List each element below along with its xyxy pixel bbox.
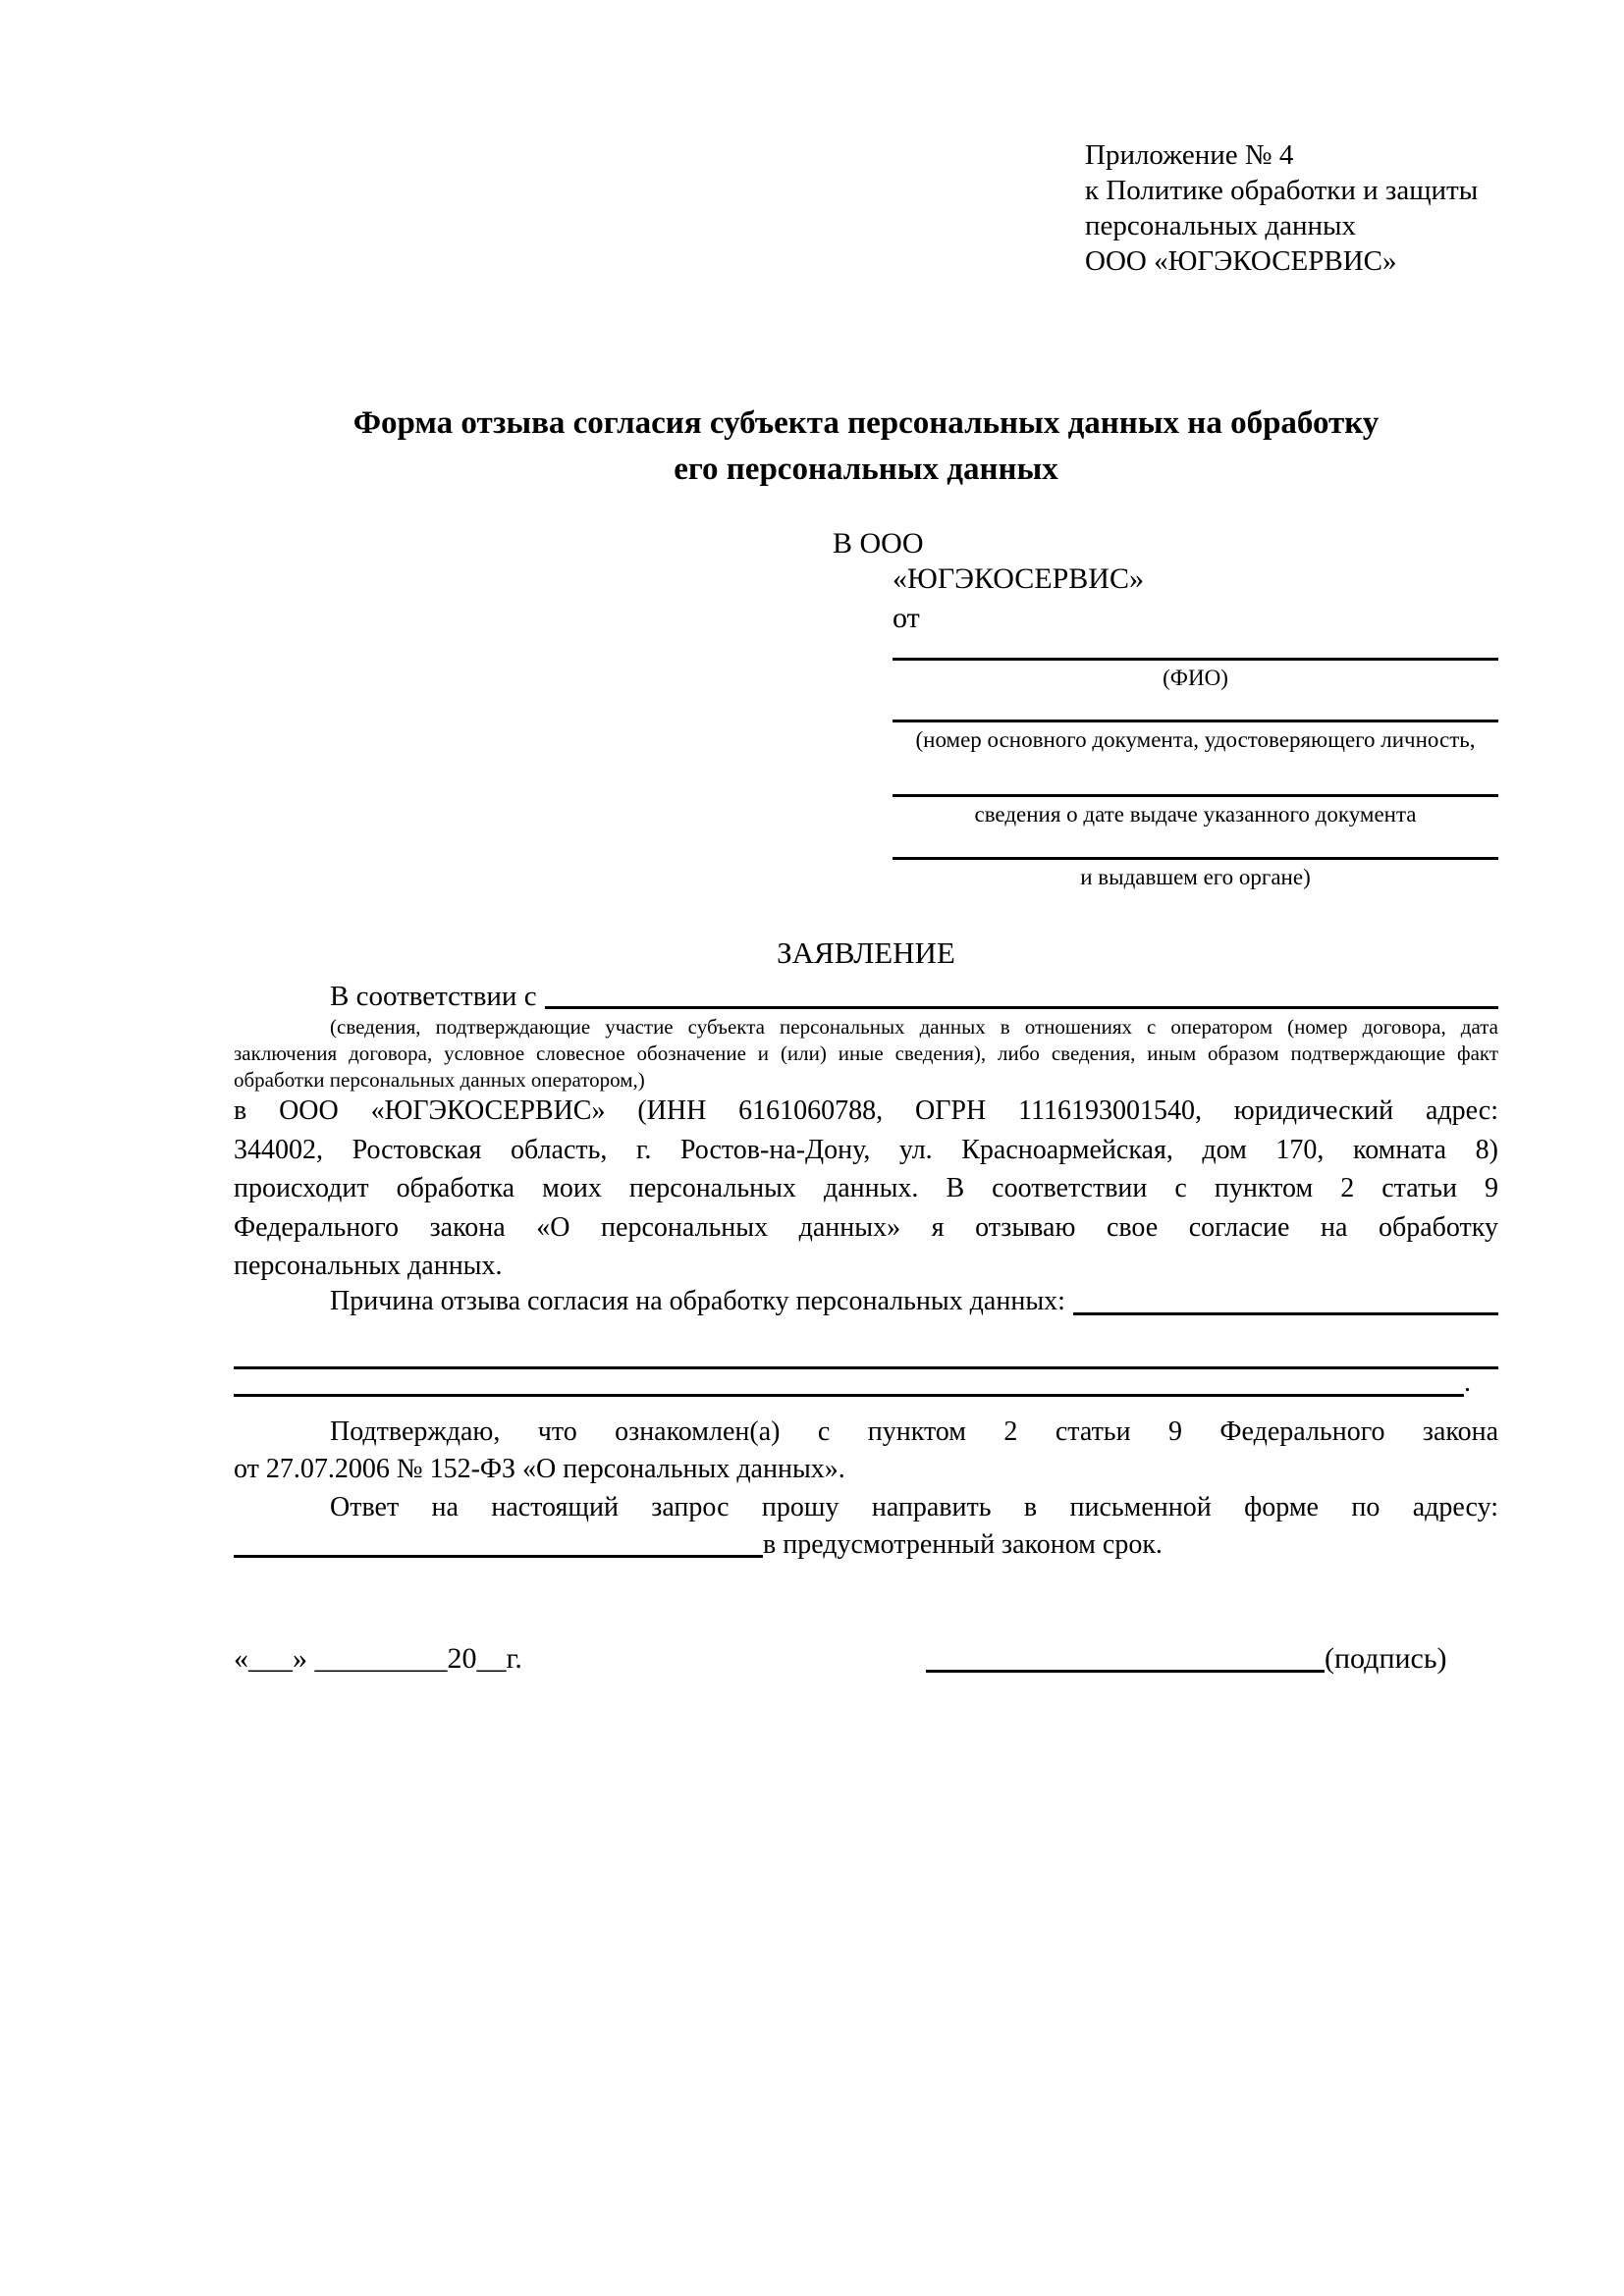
- confirm-line-2: от 27.07.2006 № 152-ФЗ «О персональных данных».: [234, 1454, 845, 1484]
- response-suffix: в предусмотренный законом срок.: [763, 1529, 1163, 1560]
- statement-body: [234, 1092, 1498, 1286]
- signature-caption: (подпись): [1325, 1642, 1447, 1675]
- confirmation-paragraph: [234, 1414, 1498, 1488]
- intro-text: В соответствии с: [330, 981, 537, 1012]
- caption-document-number: (номер основного документа, удостоверяющего личность,: [915, 727, 1476, 752]
- document-title: [234, 400, 1498, 493]
- appendix-line: ООО «ЮГЭКОСЕРВИС»: [1085, 245, 1397, 277]
- date-blank: «___» _________20__г.: [234, 1642, 522, 1675]
- footnote-line-3: обработки персональных данных оператором,): [234, 1068, 645, 1092]
- document-title-line-1: Форма отзыва согласия субъекта персональных данных на обработку: [352, 405, 1380, 441]
- caption-issue-date: сведения о дате выдаче указанного документа: [974, 802, 1417, 827]
- appendix-line: персональных данных: [1085, 210, 1357, 241]
- intro-blank-line: [545, 1006, 1498, 1009]
- document-title-line-2: его персональных данных: [674, 452, 1058, 487]
- document-number-blank-line: [893, 720, 1498, 722]
- appendix-header: [1085, 137, 1507, 279]
- caption-fio: (ФИО): [1163, 666, 1228, 690]
- addressee-to-line-1: В ООО: [833, 527, 924, 560]
- caption-issuing-authority: и выдавшем его органе): [1080, 865, 1311, 889]
- reason-row: [234, 1282, 1498, 1321]
- statement-heading: ЗАЯВЛЕНИЕ: [777, 935, 955, 970]
- signature-row: [926, 1641, 1447, 1677]
- reason-blank-row-2-line: [234, 1365, 1464, 1397]
- fio-blank-line: [893, 658, 1498, 661]
- response-line-1: Ответ на настоящий запрос прошу направить в письменной форме по адресу:: [330, 1492, 1498, 1522]
- response-paragraph: [234, 1489, 1498, 1564]
- footnote-line-2: заключения договора, условное словесное обозначение и (или) иные сведения), либо сведения, иным образом подтверждающие факт: [234, 1041, 1498, 1065]
- confirm-line-1: Подтверждаю, что ознакомлен(а) с пунктом 2 статьи 9 Федерального закона: [330, 1416, 1498, 1447]
- reason-blank-row-2: [234, 1367, 1498, 1397]
- reason-blank-line: [1073, 1312, 1498, 1315]
- reason-label: Причина отзыва согласия на обработку персональных данных:: [330, 1286, 1065, 1316]
- body-line-2: 344002, Ростовская область, г. Ростов-на-Дону, ул. Красноармейская, дом 170, комната 8): [234, 1134, 1498, 1165]
- intro-row: [234, 978, 1498, 1015]
- issuing-authority-blank-line: [893, 857, 1498, 860]
- footnote-line-1: (сведения, подтверждающие участие субъекта персональных данных в отношениях с оператором (номер договора, дата: [330, 1015, 1498, 1039]
- issue-date-blank-line: [893, 794, 1498, 797]
- reason-terminator: .: [1464, 1367, 1471, 1398]
- address-blank-line: [234, 1527, 763, 1558]
- body-line-5: персональных данных.: [234, 1251, 503, 1281]
- addressee-from-label: от: [893, 602, 920, 634]
- response-line-2: [234, 1526, 1498, 1564]
- body-line-3: происходит обработка моих персональных данных. В соответствии с пунктом 2 статьи 9: [234, 1173, 1498, 1203]
- intro-footnote: [234, 1014, 1498, 1094]
- body-line-4: Федерального закона «О персональных данных» я отзываю свое согласие на обработку: [234, 1211, 1498, 1243]
- body-line-1: в ООО «ЮГЭКОСЕРВИС» (ИНН 6161060788, ОГРН 1116193001540, юридический адрес:: [234, 1095, 1498, 1126]
- signature-blank-line: [926, 1642, 1325, 1673]
- addressee-to-line-2: «ЮГЭКОСЕРВИС»: [893, 562, 1144, 595]
- appendix-line: Приложение № 4: [1085, 139, 1294, 171]
- appendix-line: к Политике обработки и защиты: [1085, 175, 1479, 206]
